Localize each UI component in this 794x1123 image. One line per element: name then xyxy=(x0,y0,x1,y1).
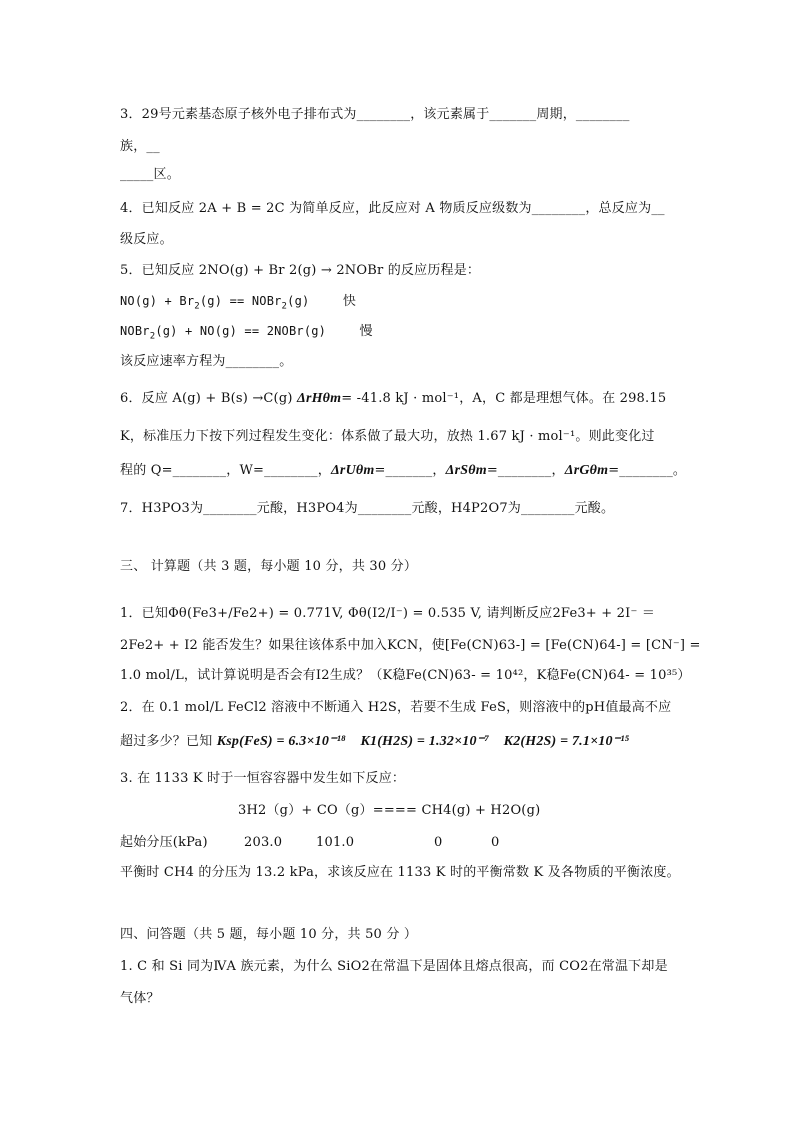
q5-step-2-speed: 慢 xyxy=(359,324,373,339)
s3-q1-line-1: 1．已知Φθ(Fe3+/Fe2+) = 0.771V, Φθ(I2/I⁻) = 0.535 V, 请判断反应2Fe3+ + 2I⁻ ＝ xyxy=(120,606,656,621)
q6-line-3: 程的 Q=________，W=________，ΔrUθm=_______，ΔrSθm=________，ΔrGθm=________。 xyxy=(120,463,687,478)
s3-q1-line-2: 2Fe2+ + I2 能否发生？如果往该体系中加入KCN，使[Fe(CN)63-] = [Fe(CN)64-] = [CN⁻] = xyxy=(120,638,701,653)
delta-u-symbol: ΔrUθm xyxy=(330,463,375,478)
q3-line-3: _____区。 xyxy=(120,167,180,182)
q3-line-2: 族，__ xyxy=(120,139,160,154)
q5-step-2: NOBr$_2$(g) + NO(g) == 2NOBr(g) 慢 xyxy=(120,324,373,342)
initial-pressure-co: 101.0 xyxy=(316,835,355,850)
q5-line-1: 5．已知反应 2NO(g) + Br 2(g) → 2NOBr 的反应历程是： xyxy=(120,263,481,278)
s3-q2-line-2: 超过多少？已知 Ksp(FeS) = 6.3×10⁻¹⁸ K1(H2S) = 1.32×10⁻⁷ K2(H2S) = 7.1×10⁻¹⁵ xyxy=(120,734,630,749)
s4-q1-line-1: 1. C 和 Si 同为ⅣA 族元素，为什么 SiO2在常温下是固体且熔点很高，而 CO2在常温下却是 xyxy=(120,959,668,974)
s3-q3-line-1: 3. 在 1133 K 时于一恒容容器中发生如下反应： xyxy=(120,771,406,786)
initial-pressure-ch4: 0 xyxy=(434,835,443,850)
s3-q3-reaction: 3H2（g）+ CO（g）==== CH4(g) + H2O(g) xyxy=(238,803,541,818)
q4-line-1: 4．已知反应 2A + B = 2C 为简单反应，此反应对 A 物质反应级数为________，总反应为__ xyxy=(120,201,665,216)
ksp-formula: Ksp(FeS) = 6.3×10⁻¹⁸ xyxy=(216,734,347,749)
section-4-heading: 四、问答题（共 5 题，每小题 10 分，共 50 分 ） xyxy=(120,927,418,942)
s3-q3-pressure-row: 起始分压(kPa) xyxy=(120,835,208,850)
initial-pressure-h2o: 0 xyxy=(491,835,500,850)
s3-q3-line-4: 平衡时 CH4 的分压为 13.2 kPa，求该反应在 1133 K 时的平衡常数 K 及各物质的平衡浓度。 xyxy=(120,865,680,880)
s3-q1-line-3: 1.0 mol/L，试计算说明是否会有I2生成？（K稳Fe(CN)63- = 10⁴²，K稳Fe(CN)64- = 10³⁵） xyxy=(120,668,691,683)
q7-line-1: 7．H3PO3为________元酸，H3PO4为________元酸，H4P2O7为________元酸。 xyxy=(120,501,615,516)
q6-line-2: K，标准压力下按下列过程发生变化：体系做了最大功，放热 1.67 kJ · mol⁻¹。则此变化过 xyxy=(120,429,655,444)
k2-formula: K2(H2S) = 7.1×10⁻¹⁵ xyxy=(503,734,630,749)
initial-pressure-h2: 203.0 xyxy=(244,835,283,850)
q3-line-1: 3．29号元素基态原子核外电子排布式为________，该元素属于_______周期，________ xyxy=(120,107,630,122)
s3-q2-line-1: 2．在 0.1 mol/L FeCl2 溶液中不断通入 H2S，若要不生成 FeS，则溶液中的pH值最高不应 xyxy=(120,700,672,715)
q5-line-4: 该反应速率方程为________。 xyxy=(120,354,293,369)
q6-line-1: 6．反应 A(g) + B(s) →C(g) ΔrHθm= -41.8 kJ · mol⁻¹，A，C 都是理想气体。在 298.15 xyxy=(120,391,667,406)
q5-step-1: $NO(g) + Br_2(g)$ == NOBr$_2$(g) 快 xyxy=(120,294,357,312)
delta-g-symbol: ΔrGθm xyxy=(564,463,609,478)
delta-s-symbol: ΔrSθm xyxy=(445,463,487,478)
q5-step-1-speed: 快 xyxy=(342,294,357,309)
delta-h-symbol: ΔrHθm xyxy=(296,391,342,406)
s4-q1-line-2: 气体？ xyxy=(120,991,160,1006)
section-3-heading: 三、 计算题（共 3 题，每小题 10 分，共 30 分） xyxy=(120,559,418,574)
k1-formula: K1(H2S) = 1.32×10⁻⁷ xyxy=(360,734,490,749)
q4-line-2: 级反应。 xyxy=(120,232,173,247)
